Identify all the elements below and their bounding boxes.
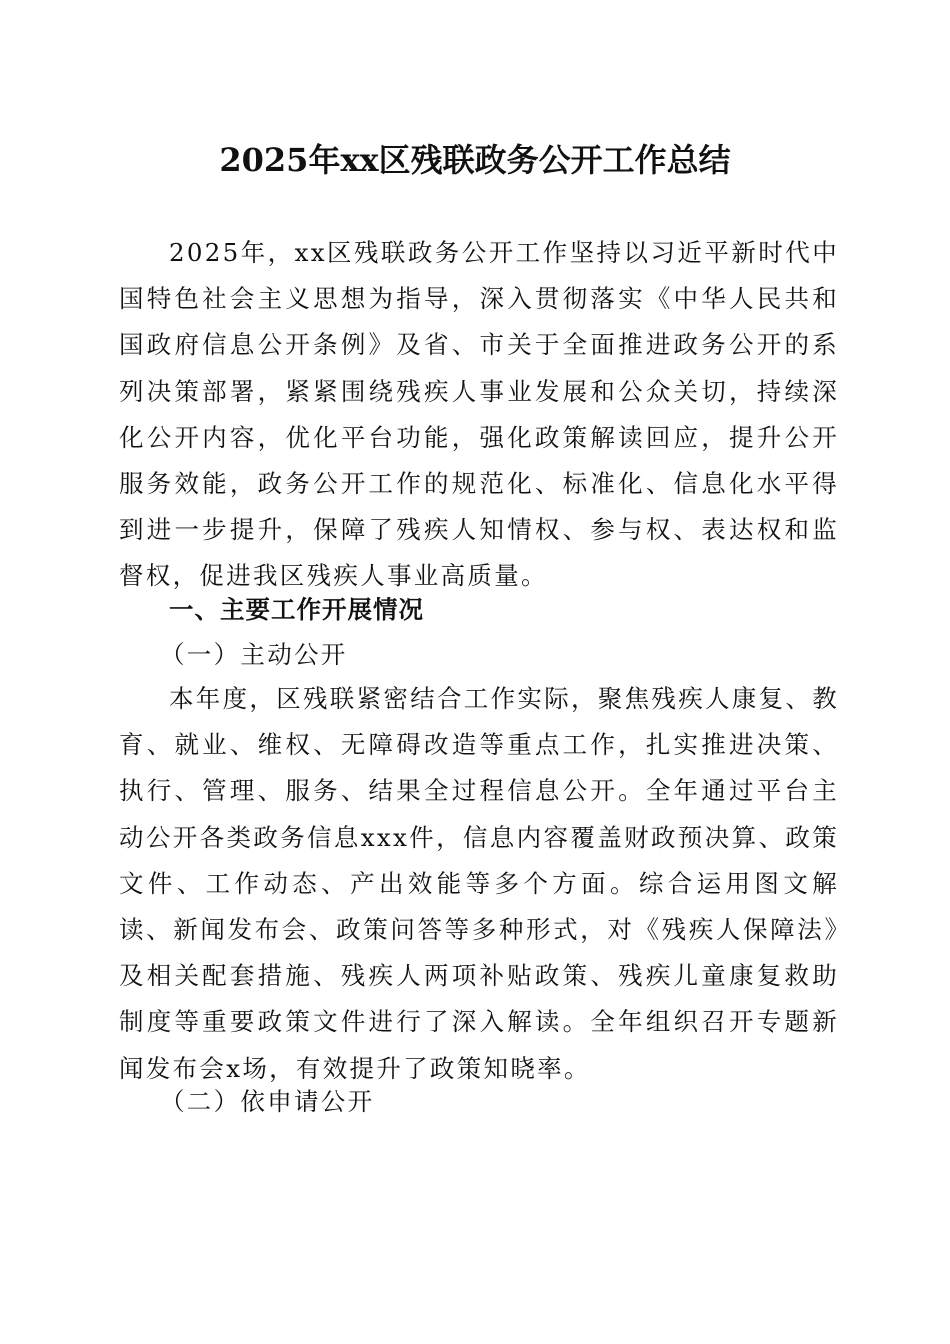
subsection-heading-active-disclosure: （一）主动公开: [160, 640, 348, 669]
subsection-heading-request-disclosure: （二）依申请公开: [160, 1087, 375, 1116]
intro-paragraph: 2025年，xx区残联政务公开工作坚持以习近平新时代中国特色社会主义思想为指导，深入贯彻落实《中华人民共和国政府信息公开条例》及省、市关于全面推进政务公开的系列决策部署，紧紧围绕残疾人事业发展和公众关切，持续深化公开内容，优化平台功能，强化政策解读回应，提升公开服务效能，政务公开工作的规范化、标准化、信息化水平得到进一步提升，保障了残疾人知情权、参与权、表达权和监督权，促进我区残疾人事业高质量。: [119, 238, 839, 591]
active-disclosure-paragraph: 本年度，区残联紧密结合工作实际，聚焦残疾人康复、教育、就业、维权、无障碍改造等重点工作，扎实推进决策、执行、管理、服务、结果全过程信息公开。全年通过平台主动公开各类政务信息xxx件，信息内容覆盖财政预决算、政策文件、工作动态、产出效能等多个方面。综合运用图文解读、新闻发布会、政策问答等多种形式，对《残疾人保障法》及相关配套措施、残疾人两项补贴政策、残疾儿童康复救助制度等重要政策文件进行了深入解读。全年组织召开专题新闻发布会x场，有效提升了政策知晓率。: [119, 684, 839, 1083]
document-title: 2025年xx区残联政务公开工作总结: [219, 141, 731, 179]
section-heading-main-work: 一、主要工作开展情况: [169, 595, 424, 624]
